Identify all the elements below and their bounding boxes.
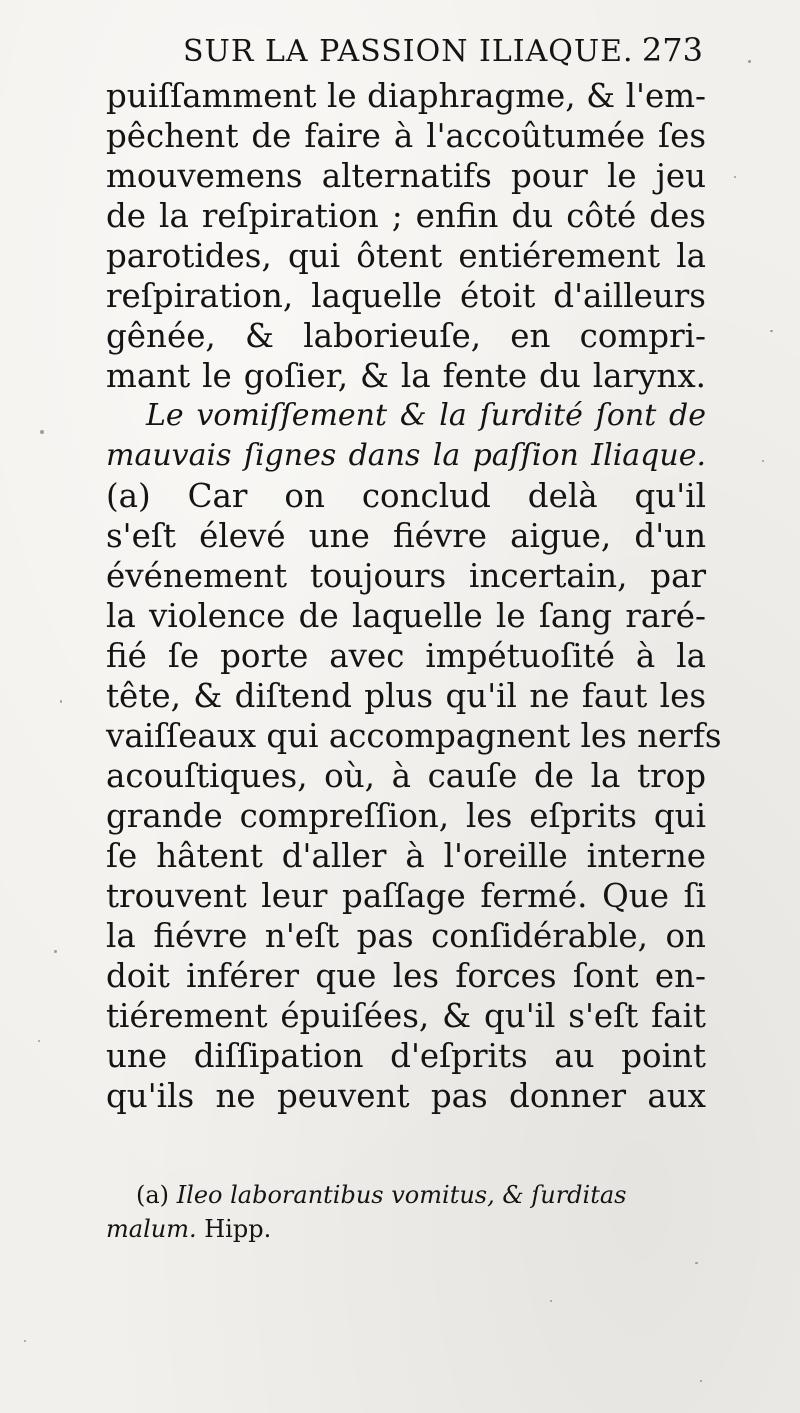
text-line: la violence de laquelle le ſang raré- [106, 597, 706, 635]
paper-speck [762, 460, 764, 462]
footnote-line [106, 1178, 706, 1212]
text-line: mouvemens alternatifs pour le jeu [106, 157, 706, 195]
text-line: mant le goſier, & la fente du larynx. [106, 357, 706, 395]
text-line: trouvent leur paſſage fermé. Que ſi [106, 877, 706, 915]
text-line: pêchent de faire à l'accoûtumée ſes [106, 117, 706, 155]
footnote [106, 1178, 706, 1246]
text-line: (a) Car on conclud delà qu'il [106, 477, 706, 515]
paper-speck [38, 1040, 40, 1042]
text-line: la fiévre n'eſt pas conſidérable, on [106, 917, 706, 955]
paper-speck [734, 176, 736, 178]
paper-speck [550, 1300, 552, 1302]
paper-speck [695, 1262, 698, 1264]
text-line: une diſſipation d'eſprits au point [106, 1037, 706, 1075]
text-line: tiérement épuiſées, & qu'il s'eſt fait [106, 997, 706, 1035]
paper-speck [24, 1340, 26, 1342]
text-line: de la reſpiration ; enfin du côté des [106, 197, 706, 235]
footnote-latin-text: Ileo laborantibus vomitus, & ſurditas [176, 1181, 627, 1209]
page-number: 273 [641, 31, 703, 69]
text-line: fié ſe porte avec impétuoſité à la [106, 637, 706, 675]
body-text [106, 76, 722, 1116]
running-head: SUR LA PASSION ILIAQUE. [183, 34, 634, 69]
text-line: s'eſt élevé une fiévre aigue, d'un [106, 517, 706, 555]
text-line: grande compreſſion, les eſprits qui [106, 797, 706, 835]
footnote-latin-text: malum. [106, 1215, 197, 1243]
text-line: vaiſſeaux qui accompagnent les nerfs [106, 717, 722, 755]
text-line: gênée, & laborieuſe, en compri- [106, 317, 706, 355]
paper-speck [40, 430, 44, 434]
text-line: qu'ils ne peuvent pas donner aux [106, 1077, 706, 1115]
text-line: doit inférer que les forces ſont en- [106, 957, 706, 995]
paper-speck [770, 330, 773, 332]
text-line: ſe hâtent d'aller à l'oreille interne [106, 837, 706, 875]
paper-speck [748, 60, 751, 63]
text-line: acouſtiques, où, à cauſe de la trop [106, 757, 706, 795]
footnote-line [106, 1212, 706, 1246]
footnote-source: Hipp. [204, 1215, 272, 1243]
paper-speck [700, 1380, 702, 1382]
text-line: événement toujours incertain, par [106, 557, 706, 595]
text-line: parotides, qui ôtent entiérement la [106, 237, 706, 275]
footnote-marker: (a) [136, 1181, 170, 1209]
paper-speck [60, 700, 62, 703]
page-header [183, 30, 713, 80]
text-line: puiſſamment le diaphragme, & l'em- [106, 77, 706, 115]
text-line: tête, & diſtend plus qu'il ne faut les [106, 677, 706, 715]
italic-heading-line: Le vomiſſement & la ſurdité ſont de [146, 398, 706, 433]
paper-speck [54, 950, 57, 953]
text-line: reſpiration, laquelle étoit d'ailleurs [106, 277, 706, 315]
italic-heading-line: mauvais ſignes dans la paſſion Iliaque. [106, 438, 706, 473]
